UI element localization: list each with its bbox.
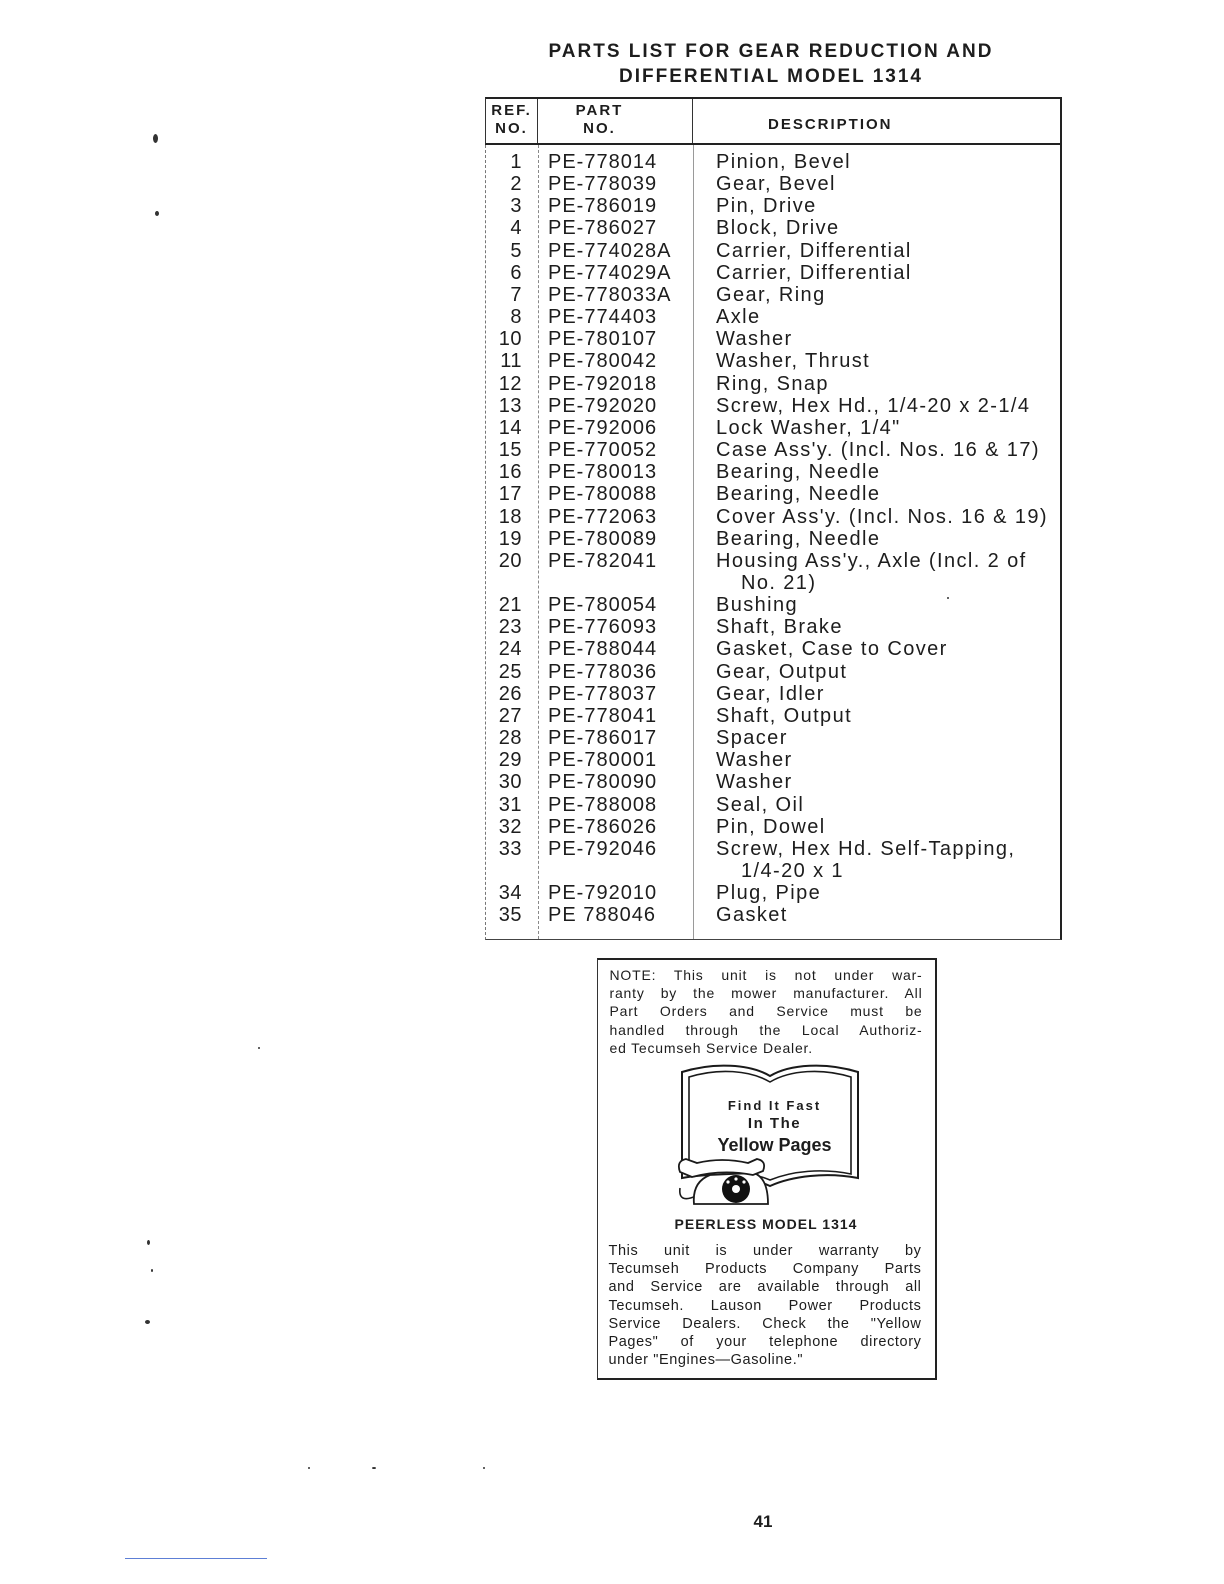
part-no-cell: PE-792010: [548, 882, 658, 905]
part-no-cell: PE-778041: [548, 704, 658, 727]
part-no-cell: PE-780001: [548, 749, 658, 772]
description-cell: [693, 882, 1060, 904]
ref-no-cell: 20: [498, 549, 522, 572]
table-row: [486, 373, 1060, 395]
ref-no-cell: 5: [510, 239, 522, 262]
description-text: Shaft, Brake: [716, 616, 843, 639]
table-row: [486, 284, 1060, 306]
description-text: Pin, Drive: [716, 195, 817, 218]
book-text-yellow-pages: Yellow Pages: [717, 1135, 832, 1155]
description-cell: [693, 284, 1060, 306]
description-text: Block, Drive: [716, 217, 840, 240]
description-text: Gear, Ring: [716, 283, 826, 306]
header-part-no: [538, 99, 693, 143]
table-row: [486, 904, 1060, 926]
description-text: Seal, Oil: [716, 793, 805, 816]
table-row: [486, 395, 1060, 417]
warranty-text: [609, 1242, 922, 1369]
ref-no-cell: 13: [498, 394, 522, 417]
book-text-in-the: In The: [747, 1115, 802, 1132]
description-text: Bearing, Needle: [716, 461, 881, 484]
table-row: [486, 306, 1060, 328]
part-no-cell: PE-774028A: [548, 239, 672, 262]
description-cell: [693, 195, 1060, 217]
part-no-cell: PE-778014: [548, 151, 658, 173]
warranty-line: and Service are available through all: [608, 1279, 922, 1296]
description-text: Cover Ass'y. (Incl. Nos. 16 & 19): [716, 505, 1048, 528]
table-row: [486, 528, 1060, 550]
description-continuation: No. 21): [741, 571, 817, 594]
description-cell: [693, 173, 1060, 195]
table-row: [486, 151, 1060, 173]
table-row: [486, 616, 1060, 638]
header-part-line-2: NO.: [583, 120, 616, 137]
part-no-cell: PE-786017: [548, 727, 658, 750]
table-row: [486, 262, 1060, 284]
table-row: [486, 661, 1060, 683]
ref-no-cell: 18: [498, 505, 522, 528]
table-row: [486, 838, 1060, 882]
ref-no-cell: 14: [498, 416, 522, 439]
table-row: [486, 439, 1060, 461]
part-no-cell: PE-786026: [548, 815, 658, 838]
part-no-cell: PE-780089: [548, 527, 658, 550]
description-text: Spacer: [716, 727, 788, 750]
description-text: Shaft, Output: [716, 704, 853, 727]
part-no-cell: PE-772063: [548, 505, 658, 528]
ref-no-cell: 35: [498, 904, 522, 927]
scan-speck: [258, 1047, 260, 1049]
part-no-cell: PE-792020: [548, 394, 658, 417]
table-row: [486, 749, 1060, 771]
ref-no-cell: 33: [498, 837, 522, 860]
part-no-cell: PE-778033A: [548, 283, 672, 306]
ref-no-cell: 6: [510, 261, 522, 284]
part-no-cell: PE-780042: [548, 350, 658, 373]
description-text: Gasket: [716, 904, 788, 927]
description-cell: [693, 594, 1060, 616]
description-cell: [693, 838, 1060, 882]
description-cell: [693, 395, 1060, 417]
scan-speck: [483, 1467, 485, 1469]
part-no-cell: PE-780054: [548, 594, 658, 617]
part-no-cell: PE-774029A: [548, 261, 672, 284]
title-line-1: PARTS LIST FOR GEAR REDUCTION AND: [548, 41, 994, 62]
description-cell: [693, 616, 1060, 638]
description-cell: [693, 528, 1060, 550]
description-cell: [693, 705, 1060, 727]
description-cell: [693, 262, 1060, 284]
peerless-model-heading: PEERLESS MODEL 1314: [674, 1216, 858, 1232]
description-text: Gear, Output: [716, 660, 848, 683]
ref-no-cell: 25: [498, 660, 522, 683]
table-row: [486, 727, 1060, 749]
part-no-cell: PE-780090: [548, 771, 658, 794]
title-line-2: DIFFERENTIAL MODEL 1314: [619, 66, 923, 87]
description-cell: [693, 373, 1060, 395]
description-cell: [693, 350, 1060, 372]
ref-no-cell: 16: [498, 461, 522, 484]
description-text: Pin, Dowel: [716, 815, 826, 838]
description-text: Gasket, Case to Cover: [716, 638, 948, 661]
part-no-cell: PE-792006: [548, 416, 658, 439]
table-row: [486, 328, 1060, 350]
description-cell: [693, 638, 1060, 660]
description-cell: [693, 506, 1060, 528]
phone-dial-hole: [726, 1180, 729, 1183]
table-header: [485, 97, 1062, 145]
ref-no-cell: 8: [510, 306, 522, 329]
ref-no-cell: 7: [510, 283, 522, 306]
part-no-cell: PE-782041: [548, 549, 658, 572]
ref-no-cell: 17: [498, 483, 522, 506]
ref-no-cell: 10: [498, 328, 522, 351]
page-title: [471, 39, 1071, 89]
description-cell: [693, 661, 1060, 683]
description-cell: [693, 217, 1060, 239]
ref-no-cell: 23: [498, 616, 522, 639]
description-cell: [693, 439, 1060, 461]
part-no-cell: PE-792018: [548, 372, 658, 395]
description-text: Gear, Bevel: [716, 173, 836, 196]
part-no-cell: PE-780088: [548, 483, 658, 506]
ref-no-cell: 24: [498, 638, 522, 661]
description-text: Gear, Idler: [716, 682, 825, 705]
scan-speck: [153, 134, 158, 143]
table-row: [486, 195, 1060, 217]
description-cell: [693, 749, 1060, 771]
ref-no-cell: 12: [498, 372, 522, 395]
part-no-cell: PE-780013: [548, 461, 658, 484]
ref-no-cell: 19: [498, 527, 522, 550]
ref-no-cell: 34: [498, 882, 522, 905]
description-text: Bushing: [716, 594, 799, 617]
description-text: Washer: [716, 749, 793, 772]
table-row: [486, 638, 1060, 660]
ref-no-cell: 15: [498, 439, 522, 462]
parts-table: [485, 97, 1062, 940]
description-cell: [693, 904, 1060, 926]
description-text: Axle: [716, 306, 761, 329]
scan-speck: [308, 1467, 310, 1469]
description-text: Pinion, Bevel: [716, 151, 851, 173]
description-cell: [693, 461, 1060, 483]
parts-table-rows: [486, 145, 1060, 926]
part-no-cell: PE-778037: [548, 682, 658, 705]
header-ref-line-2: NO.: [495, 120, 528, 137]
table-row: [486, 882, 1060, 904]
description-text: Screw, Hex Hd., 1/4-20 x 2-1/4: [716, 394, 1031, 417]
notice-line: ranty by the mower manufacturer. All: [609, 985, 923, 1002]
scan-speck: [147, 1240, 150, 1245]
description-text: Case Ass'y. (Incl. Nos. 16 & 17): [716, 439, 1040, 462]
book-text-find-it-fast: Find It Fast: [727, 1098, 822, 1113]
ref-no-cell: 26: [498, 682, 522, 705]
description-text: Plug, Pipe: [716, 882, 822, 905]
note-box: [597, 958, 937, 1380]
table-row: [486, 594, 1060, 616]
warranty-line: Tecumseh. Lauson Power Products: [608, 1297, 922, 1314]
part-no-cell: PE-786027: [548, 217, 658, 240]
scan-blue-line: [125, 1558, 267, 1559]
ref-no-cell: 1: [510, 151, 522, 173]
description-cell: [693, 240, 1060, 262]
table-row: [486, 683, 1060, 705]
table-row: [486, 816, 1060, 838]
part-no-cell: PE-770052: [548, 439, 658, 462]
scan-speck: [947, 597, 949, 599]
phone-dial-hole: [742, 1180, 745, 1183]
description-text: Washer: [716, 771, 793, 794]
description-cell: [693, 550, 1060, 594]
description-cell: [693, 683, 1060, 705]
table-row: [486, 350, 1060, 372]
warranty-line: under "Engines—Gasoline.": [608, 1352, 804, 1369]
ref-no-cell: 28: [498, 727, 522, 750]
description-text: Lock Washer, 1/4": [716, 416, 901, 439]
part-no-cell: PE-792046: [548, 837, 658, 860]
header-description: DESCRIPTION: [768, 116, 893, 133]
description-cell: [693, 771, 1060, 793]
description-text: Bearing, Needle: [716, 527, 881, 550]
description-text: Bearing, Needle: [716, 483, 881, 506]
description-cell: [693, 483, 1060, 505]
table-row: [486, 483, 1060, 505]
table-row: [486, 173, 1060, 195]
ref-no-cell: 21: [498, 594, 522, 617]
warranty-line: Service Dealers. Check the "Yellow: [608, 1315, 922, 1332]
notice-line: handled through the Local Authoriz-: [609, 1021, 923, 1038]
description-text: Screw, Hex Hd. Self-Tapping,: [716, 837, 1016, 860]
table-row: [486, 550, 1060, 594]
ref-no-cell: 4: [510, 217, 522, 240]
description-text: Carrier, Differential: [716, 261, 912, 284]
parts-table-body: [485, 145, 1062, 940]
part-no-cell: PE-778039: [548, 173, 658, 196]
part-no-cell: PE-780107: [548, 328, 658, 351]
table-row: [486, 506, 1060, 528]
notice-line: Part Orders and Service must be: [609, 1003, 923, 1020]
description-cell: [693, 816, 1060, 838]
description-text: Washer: [716, 328, 793, 351]
notice-text: [610, 966, 923, 1057]
ref-no-cell: 3: [510, 195, 522, 218]
ref-no-cell: 27: [498, 704, 522, 727]
table-row: [486, 417, 1060, 439]
warranty-line: Tecumseh Products Company Parts: [608, 1261, 922, 1278]
scan-speck: [145, 1320, 150, 1324]
description-cell: [693, 306, 1060, 328]
header-part-line-1: PART: [575, 102, 624, 119]
table-row: [486, 794, 1060, 816]
part-no-cell: PE 788046: [548, 904, 656, 927]
page-number: 41: [753, 1512, 773, 1531]
description-cell: [693, 727, 1060, 749]
ref-no-cell: 30: [498, 771, 522, 794]
table-row: [486, 771, 1060, 793]
ref-no-cell: 31: [498, 793, 522, 816]
phone-dial-hole: [734, 1177, 737, 1180]
part-no-cell: PE-786019: [548, 195, 658, 218]
scan-speck: [372, 1467, 376, 1469]
header-ref-no: [486, 99, 538, 143]
ref-no-cell: 11: [500, 350, 522, 373]
description-text: Washer, Thrust: [716, 350, 871, 373]
ref-no-cell: 2: [510, 173, 522, 196]
part-no-cell: PE-788008: [548, 793, 658, 816]
table-row: [486, 705, 1060, 727]
warranty-line: This unit is under warranty by: [608, 1243, 922, 1259]
part-no-cell: PE-774403: [548, 306, 658, 329]
description-continuation: 1/4-20 x 1: [741, 860, 844, 882]
description-cell: [693, 794, 1060, 816]
description-text: Carrier, Differential: [716, 239, 912, 262]
ref-no-cell: 32: [498, 815, 522, 838]
part-no-cell: PE-776093: [548, 616, 658, 639]
notice-line: NOTE: This unit is not under war-: [609, 967, 923, 983]
part-no-cell: PE-788044: [548, 638, 658, 661]
table-row: [486, 240, 1060, 262]
part-no-cell: PE-778036: [548, 660, 658, 683]
table-row: [486, 461, 1060, 483]
table-row: [486, 217, 1060, 239]
description-text: Ring, Snap: [716, 372, 829, 395]
phone-dial-center: [732, 1185, 740, 1193]
scan-speck: [155, 211, 159, 216]
ref-no-cell: 29: [498, 749, 522, 772]
description-text: Housing Ass'y., Axle (Incl. 2 of: [716, 549, 1027, 572]
description-cell: [693, 151, 1060, 173]
scan-speck: [151, 1269, 153, 1272]
warranty-line: Pages" of your telephone directory: [608, 1334, 922, 1351]
description-cell: [693, 417, 1060, 439]
header-ref-line-1: REF.: [491, 102, 532, 119]
notice-line: ed Tecumseh Service Dealer.: [609, 1039, 813, 1056]
description-cell: [693, 328, 1060, 350]
